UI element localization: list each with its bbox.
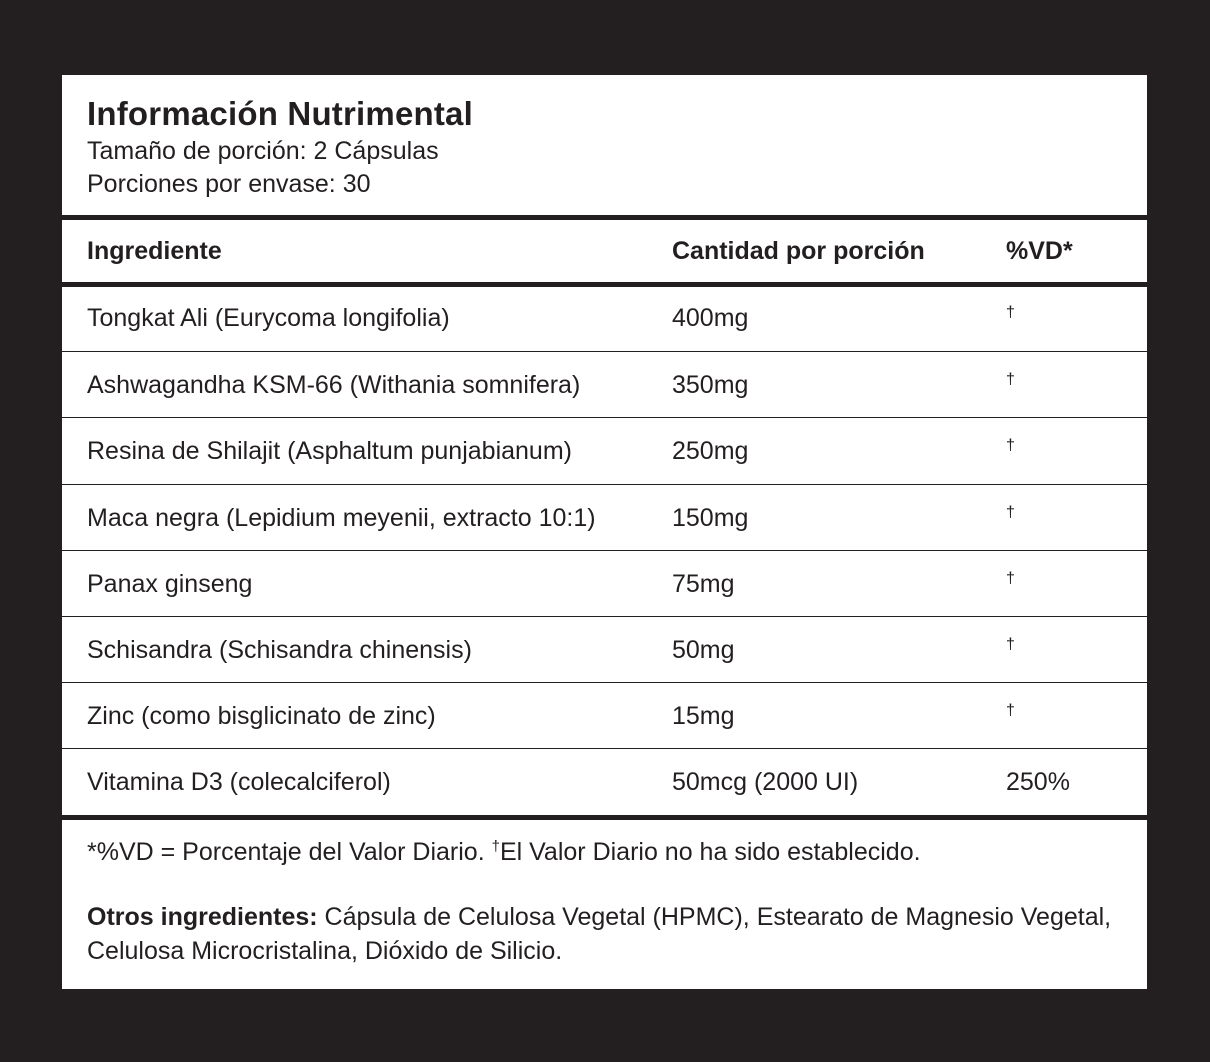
ingredient-name: Panax ginseng	[87, 570, 253, 598]
dv-footnote	[87, 835, 1127, 869]
ingredient-amount: 250mg	[672, 437, 749, 465]
other-ingredients	[87, 900, 1127, 968]
table-header-row	[62, 218, 1147, 284]
table-footer-divider	[62, 815, 1147, 820]
ingredient-name: Vitamina D3 (colecalciferol)	[87, 768, 391, 796]
ingredient-name: Zinc (como bisglicinato de zinc)	[87, 702, 436, 730]
table-row	[62, 617, 1147, 683]
table-row	[62, 551, 1147, 617]
ingredient-dv: †	[1006, 437, 1015, 454]
ingredient-amount: 15mg	[672, 702, 735, 730]
ingredient-name: Schisandra (Schisandra chinensis)	[87, 636, 472, 664]
dv-not-established: El Valor Diario no ha sido establecido.	[499, 838, 921, 866]
table-row	[62, 352, 1147, 418]
panel-header	[87, 93, 473, 201]
column-header-amount: Cantidad por porción	[672, 237, 925, 265]
servings-per-container: Porciones por envase: 30	[87, 170, 371, 198]
panel-title: Información Nutrimental	[87, 95, 473, 132]
ingredient-dv: 250%	[1006, 768, 1070, 796]
ingredient-name: Tongkat Ali (Eurycoma longifolia)	[87, 304, 450, 332]
ingredient-dv: †	[1006, 570, 1015, 587]
table-row	[62, 749, 1147, 815]
ingredient-amount: 400mg	[672, 304, 749, 332]
ingredient-dv: †	[1006, 504, 1015, 521]
ingredient-dv: †	[1006, 304, 1015, 321]
serving-size: Tamaño de porción: 2 Cápsulas	[87, 137, 439, 165]
ingredient-name: Maca negra (Lepidium meyenii, extracto 10:1)	[87, 504, 596, 532]
dagger-symbol: †	[491, 838, 500, 855]
table-row	[62, 485, 1147, 551]
nutrition-facts-panel	[62, 75, 1147, 989]
ingredient-dv: †	[1006, 702, 1015, 719]
ingredient-name: Ashwagandha KSM-66 (Withania somnifera)	[87, 371, 581, 399]
ingredient-dv: †	[1006, 636, 1015, 653]
other-ingredients-text: Cápsula de Celulosa Vegetal (HPMC), Estearato de Magnesio Vegetal, Celulosa Microcristalina, Dióxido de Silicio.	[87, 903, 1112, 965]
dv-definition: *%VD = Porcentaje del Valor Diario.	[87, 838, 492, 866]
ingredient-name: Resina de Shilajit (Asphaltum punjabianum)	[87, 437, 572, 465]
ingredient-amount: 50mcg (2000 UI)	[672, 768, 859, 796]
table-row	[62, 418, 1147, 484]
ingredient-amount: 50mg	[672, 636, 735, 664]
ingredient-amount: 75mg	[672, 570, 735, 598]
ingredient-amount: 350mg	[672, 371, 749, 399]
column-header-ingredient: Ingrediente	[87, 237, 222, 265]
ingredient-amount: 150mg	[672, 504, 749, 532]
ingredient-dv: †	[1006, 371, 1015, 388]
other-ingredients-label: Otros ingredientes:	[87, 903, 318, 931]
column-header-dv: %VD*	[1006, 237, 1073, 265]
table-row	[62, 285, 1147, 351]
table-row	[62, 683, 1147, 749]
